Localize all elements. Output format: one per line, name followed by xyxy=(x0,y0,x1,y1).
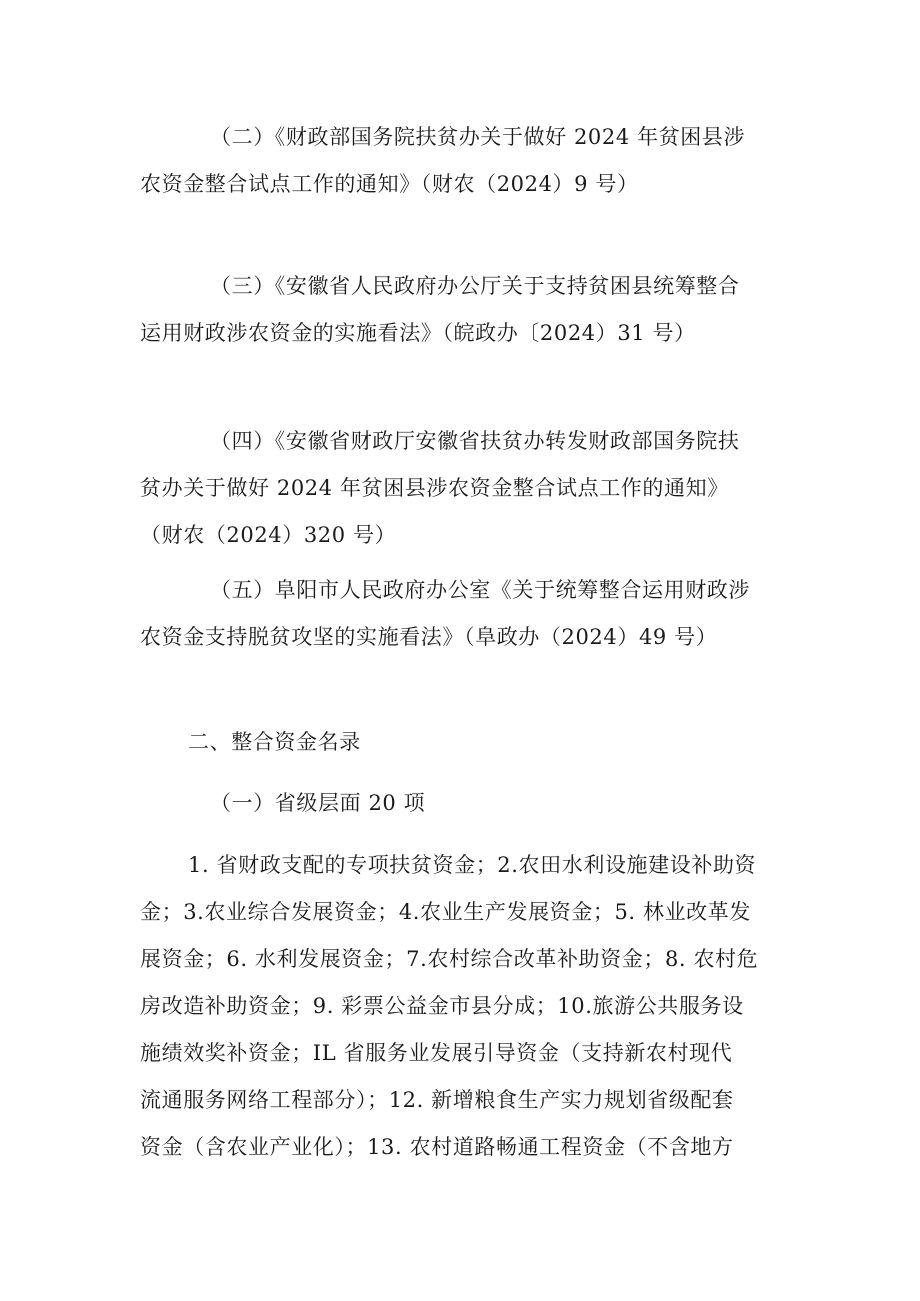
reference-item-4 xyxy=(140,418,785,559)
funds-line: 资金（含农业产业化）；13. 农村道路畅通工程资金（不含地方 xyxy=(140,1135,734,1159)
reference-line: 农资金整合试点工作的通知》（财农（2024）9 号） xyxy=(140,172,639,196)
reference-line: （三）《安徽省人民政府办公厅关于支持贫困县统筹整合 xyxy=(210,274,740,298)
funds-line: 施绩效奖补资金；IL 省服务业发展引导资金（支持新农村现代 xyxy=(140,1041,733,1065)
reference-item-5 xyxy=(140,567,785,661)
reference-line: 贫办关于做好 2024 年贫困县涉农资金整合试点工作的通知》 xyxy=(140,476,729,500)
reference-line: （四）《安徽省财政厅安徽省扶贫办转发财政部国务院扶 xyxy=(210,429,740,453)
funds-paragraph xyxy=(140,842,785,1171)
section-subtitle: （一）省级层面 20 项 xyxy=(210,791,426,815)
funds-line: 流通服务网络工程部分）；12. 新增粮食生产实力规划省级配套 xyxy=(140,1088,734,1112)
reference-line: 运用财政涉农资金的实施看法》（皖政办〔2024）31 号） xyxy=(140,321,696,345)
reference-line: 农资金支持脱贫攻坚的实施看法》（阜政办（2024）49 号） xyxy=(140,625,718,649)
funds-line: 展资金；6. 水利发展资金；7.农村综合改革补助资金；8. 农村危 xyxy=(140,947,759,971)
section-title: 二、整合资金名录 xyxy=(188,730,361,754)
reference-line: （五）阜阳市人民政府办公室《关于统筹整合运用财政涉 xyxy=(210,578,750,602)
reference-line: （二）《财政部国务院扶贫办关于做好 2024 年贫困县涉 xyxy=(210,125,746,149)
funds-line: 金；3.农业综合发展资金；4.农业生产发展资金；5. 林业改革发 xyxy=(140,900,751,924)
reference-line: （财农（2024）320 号） xyxy=(140,523,397,547)
reference-item-3 xyxy=(140,263,785,357)
funds-line: 1. 省财政支配的专项扶贫资金；2.农田水利设施建设补助资 xyxy=(188,853,757,877)
reference-item-2 xyxy=(140,114,785,208)
funds-line: 房改造补助资金；9. 彩票公益金市县分成；10.旅游公共服务设 xyxy=(140,994,744,1018)
